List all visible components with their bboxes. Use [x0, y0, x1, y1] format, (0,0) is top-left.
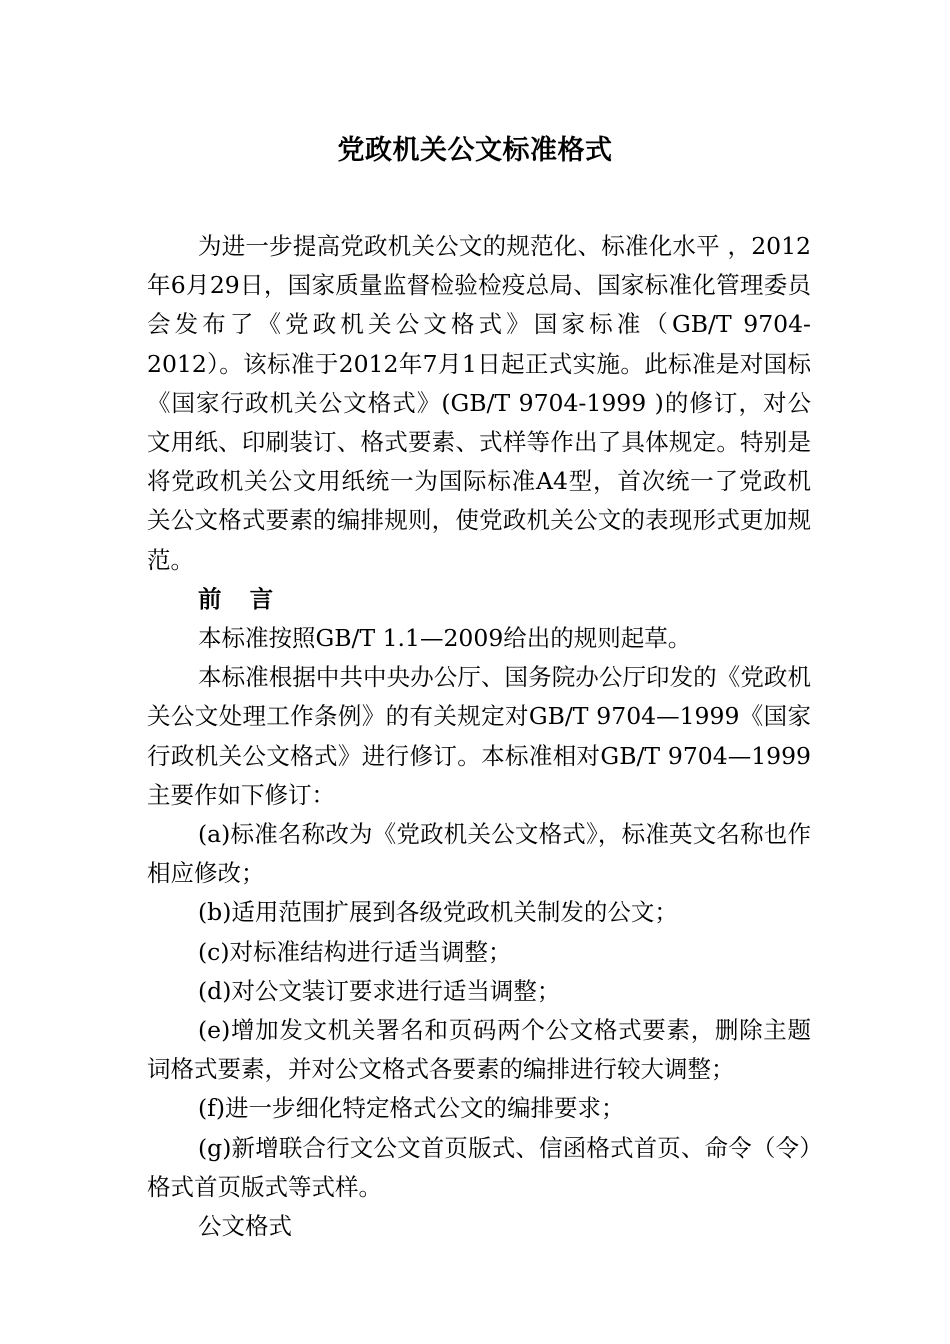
revision-item-a: (a)标准名称改为《党政机关公文格式》，标准英文名称也作相应修改； [147, 820, 811, 888]
revision-item-b: (b)适用范围扩展到各级党政机关制发的公文； [198, 898, 678, 927]
foreword-heading: 前 言 [198, 584, 284, 613]
document-body [147, 227, 811, 1246]
document-title: 党政机关公文标准格式 [337, 135, 613, 166]
section-label: 公文格式 [198, 1212, 292, 1241]
revision-item-c: (c)对标准结构进行适当调整； [198, 937, 512, 966]
foreword-paragraph-1: 本标准按照GB/T 1.1—2009给出的规则起草。 [198, 624, 692, 653]
intro-paragraph: 为进一步提高党政机关公文的规范化、标准化水平 ，2012年6月29日，国家质量监督检验检疫总局、国家标准化管理委员会发布了《党政机关公文格式》国家标准（GB/T 9704-2012）。该标准于2012年7月1日起正式实施。此标准是对国标《国家行政机关公文格式》(GB/T 9704-1999 )的修订，对公文用纸、印刷装订、格式要素、式样等作出了具体规定。特别是将党政机关公文用纸统一为国际标准A4型，首次统一了党政机关公文格式要素的编排规则，使党政机关公文的表现形式更加规范。 [147, 232, 811, 574]
revision-item-e: (e)增加发文机关署名和页码两个公文格式要素，删除主题词格式要素，并对公文格式各要素的编排进行较大调整； [147, 1016, 811, 1084]
revision-item-g: (g)新增联合行文公文首页版式、信函格式首页、命令（令）格式首页版式等式样。 [147, 1133, 811, 1201]
revision-item-d: (d)对公文装订要求进行适当调整； [198, 976, 561, 1005]
foreword-paragraph-2: 本标准根据中共中央办公厅、国务院办公厅印发的《党政机关公文处理工作条例》的有关规定对GB/T 9704—1999《国家行政机关公文格式》进行修订。本标准相对GB/T 9704—1999主要作如下修订： [147, 663, 811, 809]
revision-item-f: (f)进一步细化特定格式公文的编排要求； [198, 1094, 625, 1123]
